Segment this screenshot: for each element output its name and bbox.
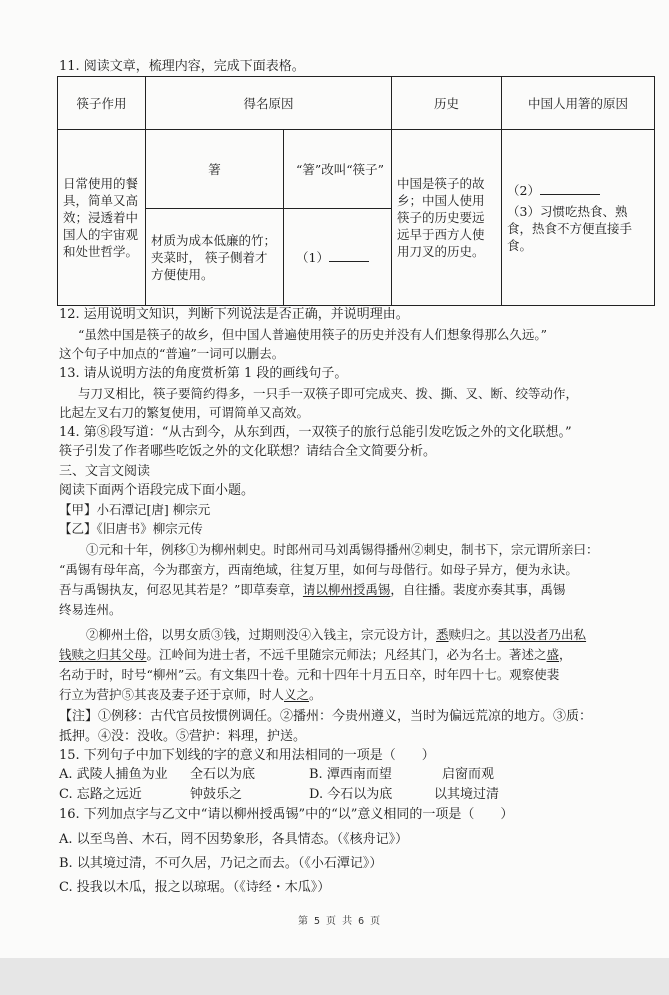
passage-p1-l2: “禹锡有母年高，今为郡蛮方，西南绝域，往复万里，如何与母偕行。如母子异方，便为永诀。	[59, 562, 578, 577]
q11-title: 11. 阅读文章，梳理内容，完成下面表格。	[59, 59, 305, 74]
q16-title: 16. 下列加点字与乙文中“请以柳州授禹锡”中的“以”意义相同的一项是（ ）	[59, 807, 514, 822]
cell-reasons	[502, 130, 655, 306]
q12-title: 12. 运用说明文知识，判断下列说法是否正确，并说明理由。	[59, 307, 409, 322]
text-jia: 【甲】小石潭记[唐] 柳宗元	[59, 502, 211, 517]
q15-option-d2: 以其境过清	[434, 787, 500, 802]
q13-line1: 与刀叉相比，筷子要简约得多，一只手一双筷子即可完成夹、拨、撕、叉、断、绞等动作，	[78, 386, 579, 401]
q16-option-c[interactable]: C. 投我以木瓜，报之以琼琚。（《诗经・木瓜》）	[59, 880, 331, 895]
passage-p1-l3: 吾与禹锡执友，何忍见其若是？”即草奏章，请以柳州授禹锡，自往播。裴度亦奏其事，禹锡	[59, 582, 566, 597]
bottom-bar	[0, 958, 669, 995]
underlined-sentence: 请以柳州授禹锡	[302, 582, 391, 597]
cell-name-a: 箸	[146, 130, 284, 209]
section3-title: 三、文言文阅读	[59, 464, 151, 479]
cell-history: 中国是筷子的故乡；中国人使用筷子的历史要远远早于西方人使用刀叉的历史。	[392, 130, 502, 306]
q15-option-d1[interactable]: D. 今石以为底	[309, 787, 393, 802]
notes-line2: 抵押。④没：没收。⑤营护：料理，护送。	[59, 729, 307, 744]
q16-option-b[interactable]: B. 以其境过清，不可久居，乃记之而去。（《小石潭记》）	[59, 856, 383, 871]
header-name-origin: 得名原因	[146, 77, 392, 130]
section3-intro: 阅读下面两个语段完成下面小题。	[59, 483, 255, 498]
q16-option-a[interactable]: A. 以至鸟兽、木石，罔不因势象形，各具情态。（《核舟记》）	[59, 832, 409, 847]
cell-name-d	[284, 209, 392, 306]
reason-2: （3）习惯吃热食、熟食，热食不方便直接手食。	[507, 203, 633, 253]
cell-name-c: 材质为成本低廉的竹；夹菜时， 筷子侧着才方便使用。	[146, 209, 284, 306]
q12-line2: 这个句子中加点的“普遍”一词可以删去。	[59, 346, 285, 361]
q15-option-c1[interactable]: C. 忘路之远近	[59, 787, 142, 802]
header-reason: 中国人用箸的原因	[502, 77, 655, 130]
text-yi: 【乙】《旧唐书》柳宗元传	[59, 521, 203, 536]
passage-p1-l4: 终易连州。	[59, 602, 122, 617]
header-chopstick-use: 筷子作用	[58, 77, 146, 130]
q14-line1: 14. 第⑧段写道：“从古到今，从东到西，一双筷子的旅行总能引发吃饭之外的文化联想。”	[59, 425, 572, 440]
cell-name-b: “箸”改叫“筷子”	[284, 130, 392, 209]
underlined-sentence-2: 其以没者乃出私	[498, 627, 587, 642]
name-d-blank[interactable]	[329, 249, 369, 262]
reason-1-blank[interactable]	[540, 182, 600, 195]
passage-p2-l4: 行立为营护⑤其丧及妻子还于京师，时人义之。	[59, 687, 322, 702]
passage-p2-l1: ②柳州土俗，以男女质③钱，过期则没④入钱主，宗元设方计，悉赎归之。其以没者乃出私	[86, 627, 587, 642]
passage-p2-l3: 名动于时，时号“柳州”云。有文集四十卷。元和十四年十月五日卒，时年四十七。观察使裴	[59, 667, 560, 682]
q15-option-b1[interactable]: B. 潭西南而望	[309, 767, 392, 782]
q15-title: 15. 下列句子中加下划线的字的意义和用法相同的一项是（ ）	[59, 748, 435, 763]
cell-use: 日常使用的餐具，简单又高效；浸透着中国人的宇宙观和处世哲学。	[58, 130, 146, 306]
q15-option-c2: 钟鼓乐之	[190, 787, 243, 802]
page-number: 第 5 页 共 6 页	[298, 916, 381, 927]
q13-title: 13. 请从说明方法的角度赏析第 1 段的画线句子。	[59, 366, 348, 381]
reason-1: （2）	[507, 182, 540, 198]
header-history: 历史	[392, 77, 502, 130]
q14-line2: 筷子引发了作者哪些吃饭之外的文化联想？请结合全文简要分析。	[59, 444, 437, 459]
q12-line1: “虽然中国是筷子的故乡，但中国人普遍使用筷子的历史并没有人们想象得那么久远。”	[78, 327, 548, 342]
passage-p1-l1: ①元和十年，例移①为柳州刺史。时郎州司马刘禹锡得播州②刺史，制书下，宗元谓所亲曰：	[86, 542, 599, 557]
q11-table	[57, 76, 655, 306]
name-d-label: （1）	[296, 249, 329, 265]
q15-option-a2: 全石以为底	[190, 767, 256, 782]
q13-line2: 比起左叉右刀的繁复使用，可谓简单又高效。	[59, 405, 310, 420]
q15-option-a1[interactable]: A. 武陵人捕鱼为业	[59, 767, 168, 782]
passage-p2-l2: 钱赎之归其父母。江岭间为进士者，不远千里随宗元师法；凡经其门，必为名士。著述之盛，	[59, 647, 572, 662]
notes-line1: 【注】①例移：古代官员按惯例调任。②播州：今贵州遵义，当时为偏远荒凉的地方。③质：	[59, 709, 593, 724]
q15-option-b2: 启窗而观	[442, 767, 495, 782]
